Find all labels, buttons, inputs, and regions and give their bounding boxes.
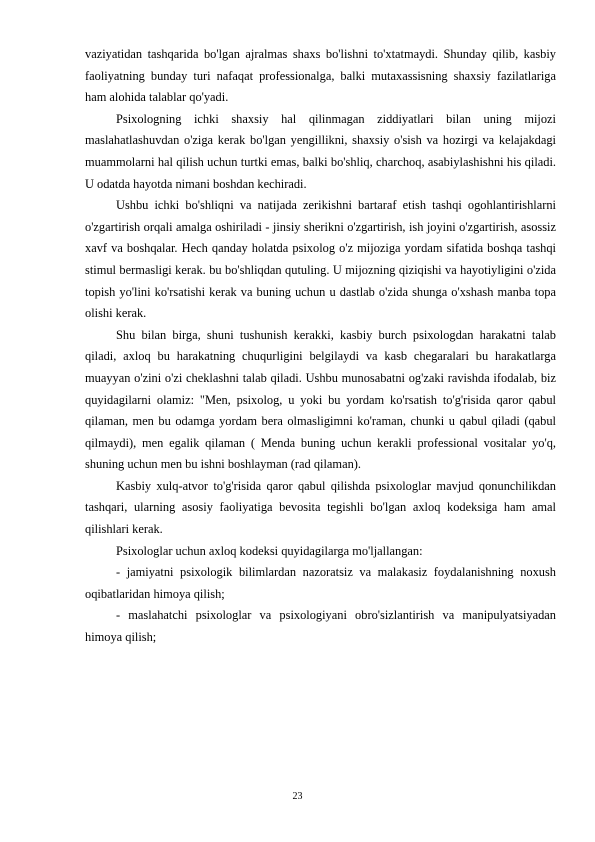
paragraph: vaziyatidan tashqarida bo'lgan ajralmas shaxs bo'lishni to'xtatmaydi. Shunday qilib, kasbiy faoliyatning bunday turi nafaqat professionalga, balki mutaxassisning shaxsiy fazilatlariga ham alohida talablar qo'yadi. — [85, 47, 556, 105]
page-number: 23 — [292, 791, 303, 802]
paragraph: Shu bilan birga, shuni tushunish kerakki, kasbiy burch psixologdan harakatni talab qiladi, axloq bu harakatning chuqurligini belgilaydi va kasb chegaralari bu harakatlarga muayyan o'zini o'zi cheklashni talab qiladi. Ushbu munosabatni og'zaki ravishda ifodalab, biz quyidagilarni olamiz: "Men, psixolog, u yoki bu yordam ko'rsatish to'g'risida qaror qabul qilaman, men bu odamga yordam bera olmasligimni ko'raman, chunki u qabul qiladi (qabul qilmaydi), men egalik qilaman ( Menda buning uchun kerakli professional vositalar yo'q, shuning uchun men bu ishni boshlayman (rad qilaman). — [85, 327, 556, 472]
paragraph: Ushbu ichki bo'shliqni va natijada zerikishni bartaraf etish tashqi ogohlantirishlarni o'zgartirish orqali amalga oshiriladi - jinsiy sherikni o'zgartirish, ish joyini o'zgartirish, asossiz xavf va boshqalar. Hech qanday holatda psixolog o'z mijoziga yordam sifatida boshqa tashqi stimul bermasligi kerak. bu bo'shliqdan qutuling. U mijozning qiziqishi va hayotiyligini o'zida topish yo'lini ko'rsatishi kerak va buning uchun u dastlab o'zida shunga o'xshash manba topa olishi kerak. — [85, 198, 556, 321]
paragraph: - maslahatchi psixologlar va psixologiyani obro'sizlantirish va manipulyatsiyadan himoya qilish; — [85, 608, 556, 645]
paragraph: Kasbiy xulq-atvor to'g'risida qaror qabul qilishda psixologlar mavjud qonunchilikdan tashqari, ularning asosiy faoliyatiga bevosita tegishli bo'lgan axloq kodeksiga ham amal qilishlari kerak. — [85, 478, 556, 537]
paragraph: Psixologlar uchun axloq kodeksi quyidagilarga mo'ljallangan: — [116, 543, 423, 558]
paragraph: Psixologning ichki shaxsiy hal qilinmagan ziddiyatlari bilan uning mijozi maslahatlashuvdan o'ziga kerak bo'lgan yengillikni, shaxsiy o'sish va hozirgi va kelajakdagi muammolarni hal qilish uchun turtki emas, balki bo'shliq, charchoq, asabiylashishni his qiladi. U odatda hayotda nimani boshdan kechiradi. — [85, 111, 556, 191]
body-text — [85, 44, 556, 649]
paragraph: - jamiyatni psixologik bilimlardan nazoratsiz va malakasiz foydalanishning noxush oqibatlaridan himoya qilish; — [85, 565, 556, 601]
